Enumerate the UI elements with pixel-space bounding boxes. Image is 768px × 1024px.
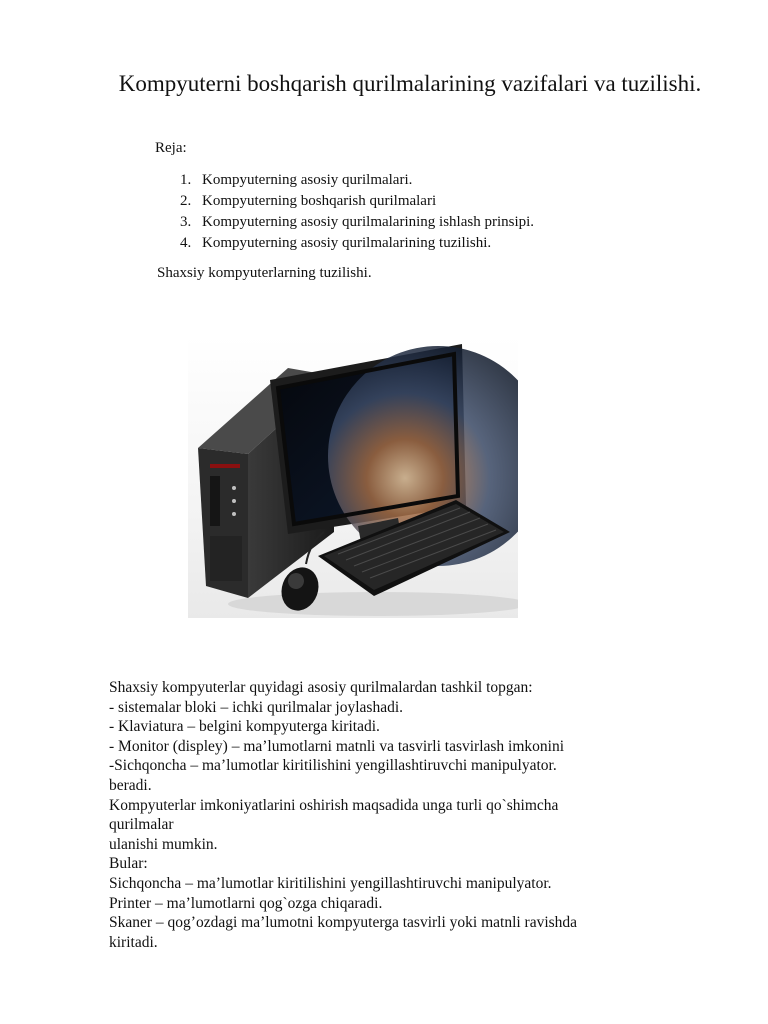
section-subheading: Shaxsiy kompyuterlarning tuzilishi. (157, 265, 372, 281)
body-line: Kompyuterlar imkoniyatlarini oshirish maqsadida unga turli qo`shimcha (109, 796, 559, 814)
body-line: Shaxsiy kompyuterlar quyidagi asosiy qurilmalardan tashkil topgan: (109, 679, 533, 696)
body-line: ulanishi mumkin. (109, 835, 218, 853)
power-led (210, 464, 240, 468)
plan-item-text: Kompyuterning asosiy qurilmalarining tuzilishi. (202, 235, 492, 251)
plan-item (180, 233, 534, 254)
desktop-computer-illustration (188, 336, 518, 618)
body-line: - sistemalar bloki – ichki qurilmalar joylashadi. (109, 698, 404, 716)
plan-list (180, 170, 534, 254)
plan-label: Reja: (155, 140, 187, 156)
plan-item-number: 3. (180, 214, 192, 230)
body-line: Printer – ma’lumotlarni qog`ozga chiqaradi. (109, 894, 383, 912)
plan-item (180, 191, 534, 212)
plan-item (180, 170, 534, 191)
plan-item-number: 4. (180, 235, 192, 251)
plan-item-text: Kompyuterning asosiy qurilmalarining ishlash prinsipi. (202, 214, 535, 230)
body-line: Bular: (109, 855, 148, 873)
plan-item-text: Kompyuterning asosiy qurilmalari. (202, 172, 413, 188)
body-line: -Sichqoncha – ma’lumotlar kiritilishini yengillashtiruvchi manipulyator. (109, 757, 557, 775)
body-line: kiritadi. (109, 933, 158, 951)
plan-item-number: 1. (180, 172, 192, 188)
document-title: Kompyuterni boshqarish qurilmalarining vazifalari va tuzilishi. (118, 71, 702, 96)
plan-item-number: 2. (180, 193, 192, 209)
body-line: - Monitor (displey) – ma’lumotlarni matnli va tasvirli tasvirlash imkonini (109, 737, 565, 755)
body-line: Skaner – qog’ozdagi ma’lumotni kompyuterga tasvirli yoki matnli ravishda (109, 914, 578, 932)
plan-item-text: Kompyuterning boshqarish qurilmalari (202, 193, 437, 209)
desktop-computer-photo (188, 336, 518, 618)
body-line: Sichqoncha – ma’lumotlar kiritilishini yengillashtiruvchi manipulyator. (109, 874, 552, 892)
body-text (109, 678, 669, 952)
floor-shadow (228, 592, 518, 616)
plan-item (180, 212, 534, 233)
body-line: qurilmalar (109, 816, 174, 834)
body-line: beradi. (109, 776, 152, 794)
body-line: - Klaviatura – belgini kompyuterga kiritadi. (109, 718, 380, 736)
